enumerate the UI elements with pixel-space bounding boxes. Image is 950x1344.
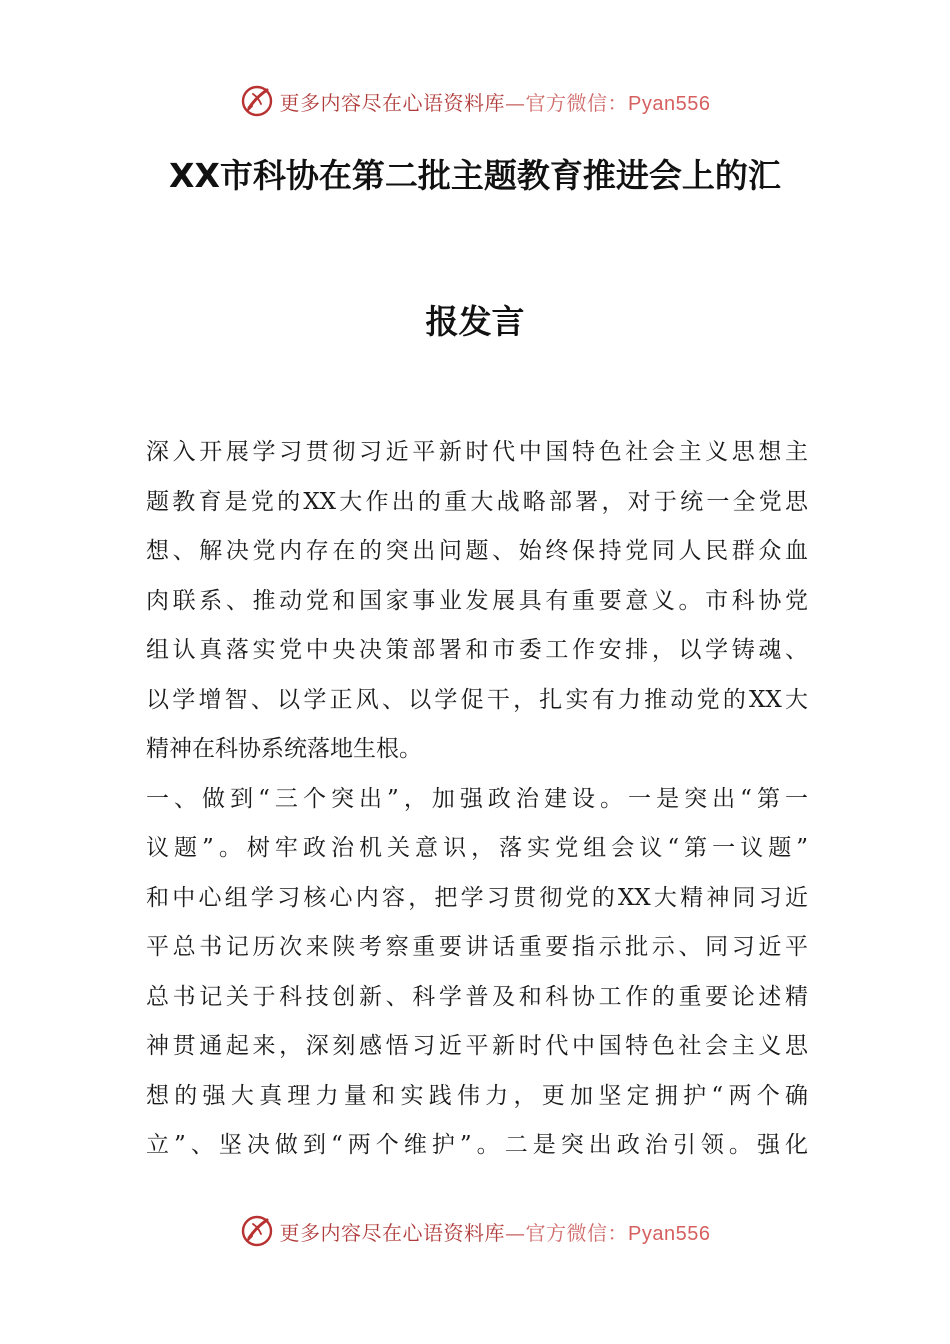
body-line: 肉联系、推动党和国家事业发展具有重要意义。市科协党 <box>146 587 808 614</box>
banner-wechat-label: 官方微信： <box>525 1220 629 1245</box>
body-line: 神贯通起来，深刻感悟习近平新时代中国特色社会主义思 <box>146 1033 808 1059</box>
banner-text <box>280 1217 711 1246</box>
body-line: 立”、坚决做到“两个维护”。二是突出政治引领。强化 <box>146 1132 808 1158</box>
banner-dash: — <box>505 1220 526 1245</box>
body-line: 想、解决党内存在的突出问题、始终保持党同人民群众血 <box>146 538 808 564</box>
banner-dash: — <box>505 90 526 115</box>
header-watermark-banner <box>0 79 950 123</box>
body-line: 平总书记历次来陕考察重要讲话重要指示批示、同习近平 <box>146 934 808 960</box>
body-line: 以学增智、以学正风、以学促干，扎实有力推动党的XX大 <box>146 686 808 713</box>
pen-logo-icon <box>240 84 274 118</box>
body-line: 深入开展学习贯彻习近平新时代中国特色社会主义思想主 <box>146 439 808 465</box>
banner-wechat-id: Pyan556 <box>628 1222 711 1245</box>
footer-watermark-banner <box>0 1209 950 1253</box>
body-line: 一、做到“三个突出”，加强政治建设。一是突出“第一 <box>146 785 808 812</box>
banner-main-text: 更多内容尽在心语资料库 <box>279 90 506 115</box>
pen-logo-icon <box>240 1214 274 1248</box>
body-line: 议题”。树牢政治机关意识，落实党组会议“第一议题” <box>146 835 808 861</box>
body-line: 组认真落实党中央决策部署和市委工作安排，以学铸魂、 <box>146 637 808 663</box>
banner-wechat-id: Pyan556 <box>628 92 711 115</box>
body-line: 精神在科协系统落地生根。 <box>146 736 422 762</box>
body-line: 和中心组学习核心内容，把学习贯彻党的XX大精神同习近 <box>146 884 808 911</box>
body-line: 想的强大真理力量和实践伟力，更加坚定拥护“两个确 <box>146 1082 808 1109</box>
document-body <box>146 428 808 1171</box>
body-line: 题教育是党的XX大作出的重大战略部署，对于统一全党思 <box>146 488 808 515</box>
body-line: 总书记关于科技创新、科学普及和科协工作的重要论述精 <box>146 983 808 1010</box>
banner-main-text: 更多内容尽在心语资料库 <box>279 1220 506 1245</box>
document-title-line-2: 报发言 <box>425 302 525 341</box>
document-title-line-1: XX市科协在第二批主题教育推进会上的汇 <box>169 156 781 195</box>
banner-text <box>280 87 711 116</box>
banner-wechat-label: 官方微信： <box>525 90 629 115</box>
